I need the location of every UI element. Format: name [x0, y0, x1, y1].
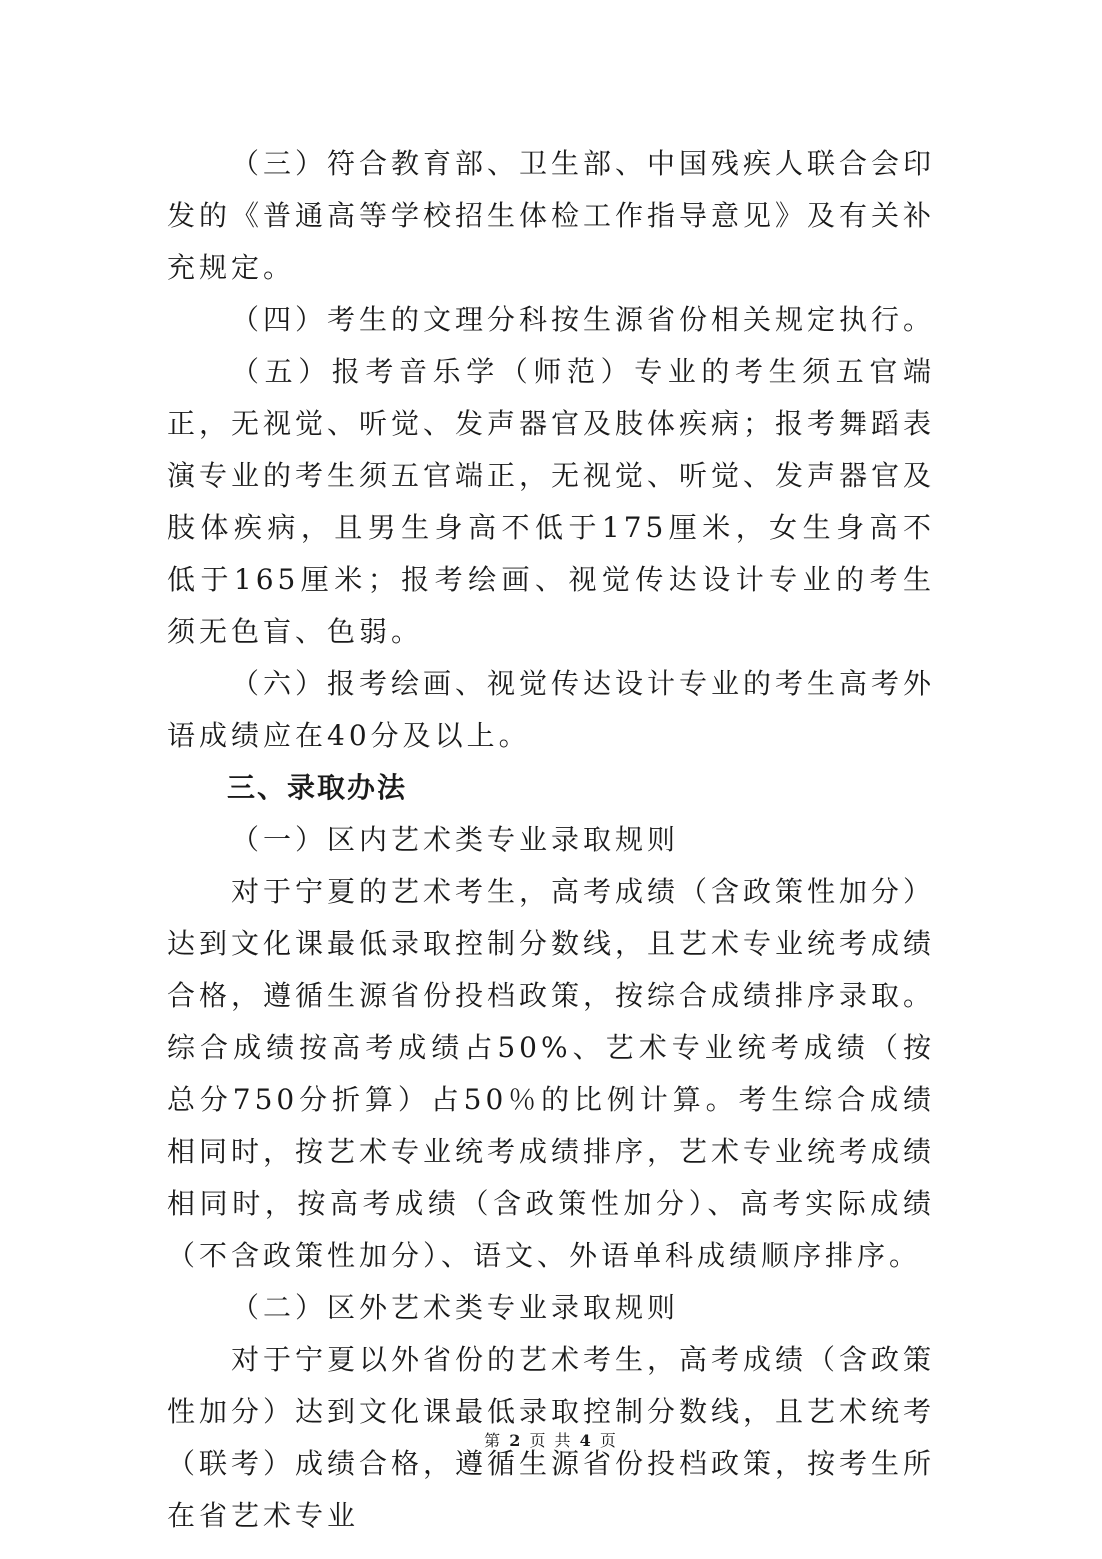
page-footer: [0, 1428, 1102, 1451]
paragraph-item-4: （四）考生的文理分科按生源省份相关规定执行。: [231, 303, 936, 336]
footer-suffix: 页: [599, 1431, 618, 1450]
footer-middle: 页 共: [529, 1431, 573, 1450]
subsection-title-local: （一）区内艺术类专业录取规则: [231, 823, 680, 856]
paragraph-item-3: （三）符合教育部、卫生部、中国残疾人联合会印发的《普通高等学校招生体检工作指导意见》及有关补充规定。: [167, 147, 936, 284]
subsection-body-outside: 对于宁夏以外省份的艺术考生，高考成绩（含政策性加分）达到文化课最低录取控制分数线，且艺术统考（联考）成绩合格，遵循生源省份投档政策，按考生所在省艺术专业: [167, 1343, 936, 1532]
subsection-body-local: 对于宁夏的艺术考生，高考成绩（含政策性加分）达到文化课最低录取控制分数线，且艺术专业统考成绩合格，遵循生源省份投档政策，按综合成绩排序录取。综合成绩按高考成绩占50%、艺术专业统考成绩（按总分750分折算）占50％的比例计算。考生综合成绩相同时，按艺术专业统考成绩排序，艺术专业统考成绩相同时，按高考成绩（含政策性加分）、高考实际成绩（不含政策性加分）、语文、外语单科成绩顺序排序。: [167, 875, 936, 1272]
paragraph-item-5: （五）报考音乐学（师范）专业的考生须五官端正，无视觉、听觉、发声器官及肢体疾病；报考舞蹈表演专业的考生须五官端正，无视觉、听觉、发声器官及肢体疾病，且男生身高不低于175厘米，女生身高不低于165厘米；报考绘画、视觉传达设计专业的考生须无色盲、色弱。: [167, 355, 936, 648]
footer-prefix: 第: [484, 1431, 503, 1450]
subsection-title-outside: （二）区外艺术类专业录取规则: [231, 1291, 680, 1324]
document-body: [167, 138, 935, 1542]
section-heading-admission: 三、录取办法: [227, 771, 408, 804]
footer-total-pages: 4: [579, 1431, 593, 1450]
footer-current-page: 2: [509, 1431, 523, 1450]
paragraph-item-6: （六）报考绘画、视觉传达设计专业的考生高考外语成绩应在40分及以上。: [167, 667, 936, 752]
